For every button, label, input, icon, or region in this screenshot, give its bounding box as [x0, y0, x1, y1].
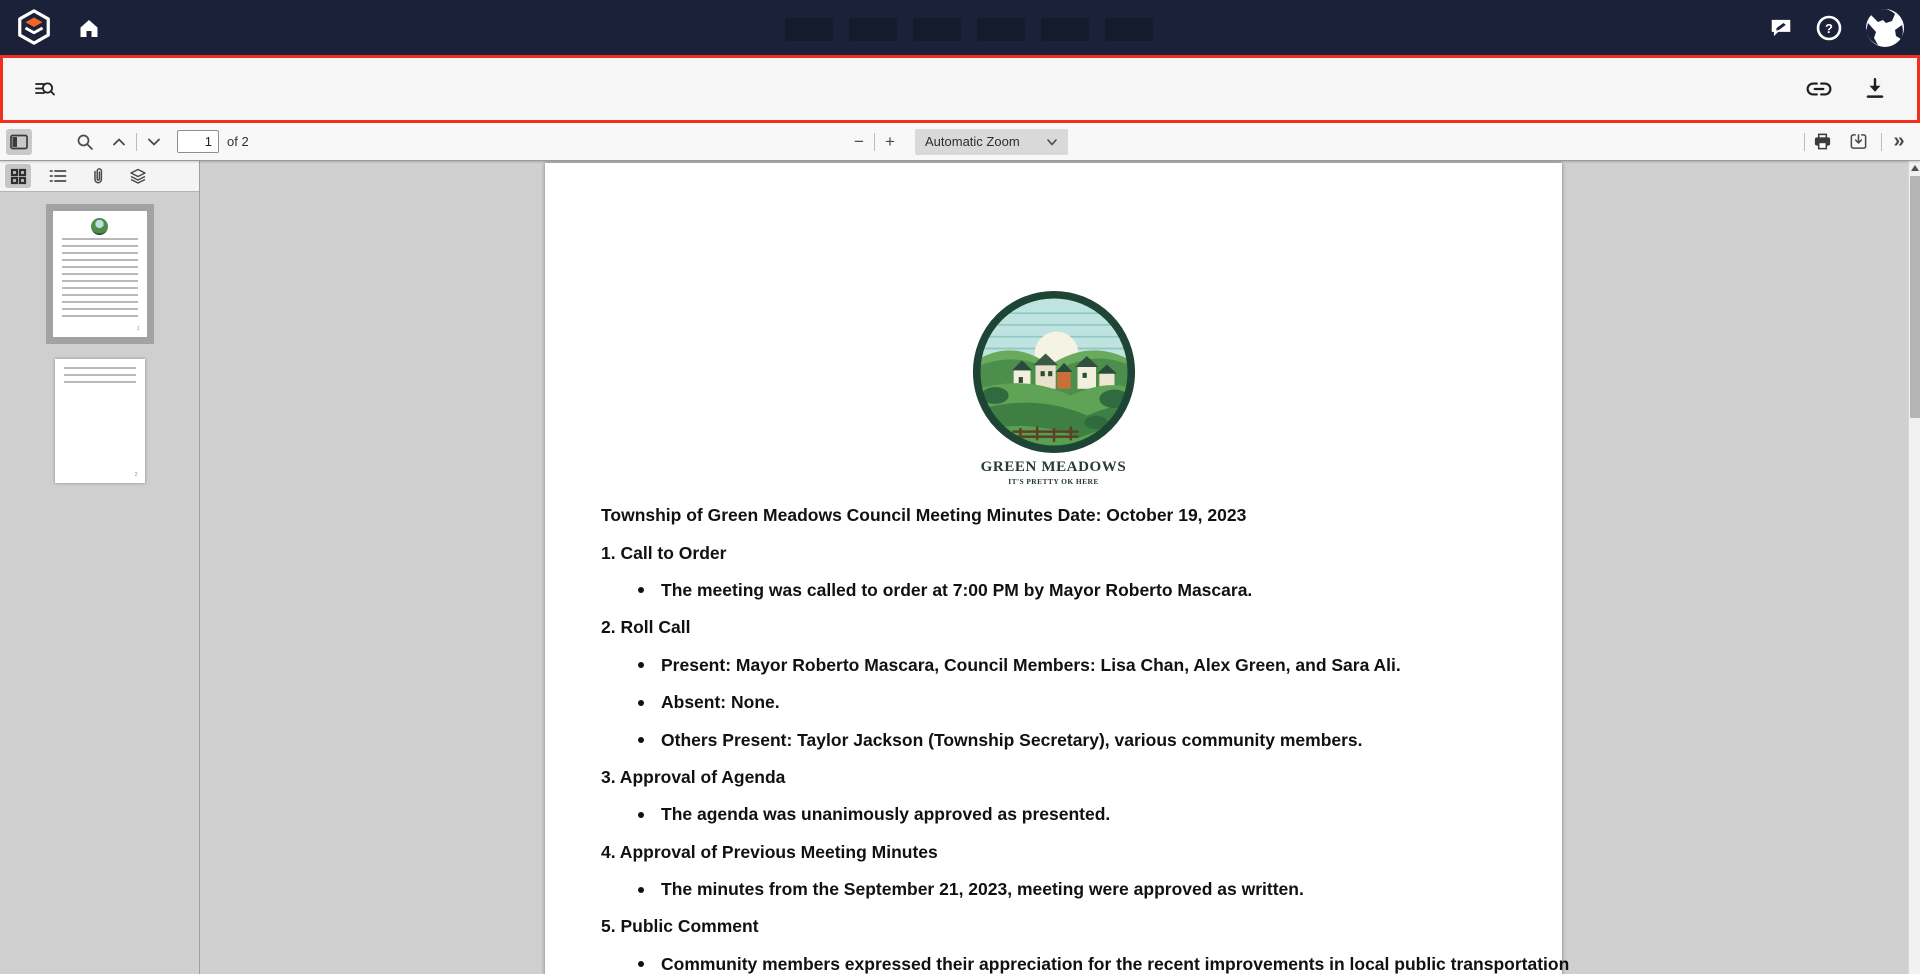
thumbnail-page-2[interactable]	[55, 359, 145, 483]
print-button[interactable]	[1809, 129, 1835, 155]
scrollbar-thumb[interactable]	[1910, 176, 1920, 418]
tab-attachments[interactable]	[85, 164, 111, 188]
bullet-item: Present: Mayor Roberto Mascara, Council Members: Lisa Chan, Alex Green, and Sara Ali.	[601, 647, 1522, 684]
download-icon	[1864, 77, 1886, 101]
section-heading: 1. Call to Order	[601, 542, 727, 563]
chevron-down-icon	[146, 134, 162, 150]
zoom-level-value: Automatic Zoom	[925, 134, 1020, 149]
document-toolbar	[0, 55, 1920, 123]
bullet-item: Absent: None.	[601, 684, 1522, 721]
select-chevron-icon	[1046, 136, 1058, 148]
tab-outline[interactable]	[45, 164, 71, 188]
feedback-button[interactable]	[1768, 15, 1794, 41]
save-button[interactable]	[1845, 129, 1871, 155]
thumbnail-page-1[interactable]	[53, 211, 147, 337]
pdf-page-1	[545, 163, 1570, 974]
outline-list-icon	[49, 168, 67, 184]
document-title: Township of Green Meadows Council Meeting Minutes Date: October 19, 2023	[601, 505, 1247, 526]
page-number-input[interactable]	[177, 130, 219, 153]
page-count-label: of 2	[227, 134, 249, 149]
viewer-scrollbar[interactable]	[1908, 161, 1920, 974]
pdf-viewer-toolbar	[0, 123, 1920, 161]
tab-layers[interactable]	[125, 164, 151, 188]
paperclip-icon	[90, 167, 106, 185]
thumbnail-list	[0, 192, 199, 974]
zoom-out-button[interactable]: −	[854, 131, 864, 151]
bullet-item: The minutes from the September 21, 2023, meeting were approved as written.	[601, 871, 1522, 908]
toggle-sidebar-button[interactable]	[6, 129, 32, 155]
next-page-button[interactable]	[141, 129, 167, 155]
app-logo[interactable]	[14, 7, 54, 47]
chevron-up-icon	[111, 134, 127, 150]
copy-link-button[interactable]	[1805, 75, 1833, 103]
search-list-icon	[33, 77, 57, 101]
section-heading: 3. Approval of Agenda	[601, 766, 786, 787]
nav-placeholder	[1041, 18, 1089, 41]
document-body	[601, 497, 1570, 974]
nav-placeholder	[785, 18, 833, 41]
home-button[interactable]	[76, 15, 102, 41]
nav-placeholder	[849, 18, 897, 41]
pdf-viewer-canvas[interactable]	[201, 161, 1908, 974]
globe-icon	[1864, 7, 1906, 49]
tab-thumbnails[interactable]	[5, 164, 31, 188]
magnifier-icon	[76, 133, 94, 151]
printer-icon	[1813, 132, 1832, 151]
thumbnail-text-lines	[64, 367, 136, 385]
scrollbar-up-arrow[interactable]	[1909, 161, 1920, 175]
layers-icon	[129, 168, 147, 184]
zoom-level-select[interactable]	[915, 129, 1068, 155]
thumbnail-logo	[91, 218, 108, 235]
find-button[interactable]	[72, 129, 98, 155]
nav-placeholder	[913, 18, 961, 41]
nav-placeholder	[1105, 18, 1153, 41]
link-icon	[1806, 76, 1832, 102]
help-icon	[1816, 15, 1842, 41]
bullet-item: The agenda was unanimously approved as presented.	[601, 796, 1522, 833]
thumbnail-page-number: 1	[136, 326, 140, 332]
top-navigation-bar	[0, 0, 1920, 55]
green-meadows-logo-icon	[970, 288, 1138, 456]
previous-page-button[interactable]	[106, 129, 132, 155]
bullet-item: Community members expressed their appreciation for the recent improvements in local public transportation	[601, 946, 1522, 974]
more-tools-button[interactable]: »	[1893, 130, 1905, 152]
save-icon	[1849, 132, 1868, 151]
thumbnail-page-number: 2	[134, 472, 138, 478]
nav-placeholder	[977, 18, 1025, 41]
feedback-icon	[1769, 16, 1793, 40]
search-document-button[interactable]	[31, 75, 59, 103]
logo-tagline: IT'S PRETTY OK HERE	[1008, 477, 1099, 486]
bullet-item: The meeting was called to order at 7:00 PM by Mayor Roberto Mascara.	[601, 572, 1522, 609]
zoom-in-button[interactable]: +	[885, 131, 895, 151]
thumbnails-grid-icon	[10, 168, 27, 185]
section-heading: 4. Approval of Previous Meeting Minutes	[601, 841, 938, 862]
logo-title: GREEN MEADOWS	[980, 459, 1127, 475]
thumbnail-text-lines	[62, 238, 138, 322]
sidebar-tabs	[0, 161, 199, 192]
bullet-item: Others Present: Taylor Jackson (Township Secretary), various community members.	[601, 721, 1522, 758]
download-document-button[interactable]	[1861, 75, 1889, 103]
svg-text:?: ?	[1825, 20, 1833, 36]
pdf-sidebar	[0, 161, 200, 974]
account-globe-button[interactable]	[1864, 7, 1906, 49]
sidebar-toggle-icon	[9, 132, 29, 152]
home-icon	[77, 16, 101, 40]
section-heading: 5. Public Comment	[601, 916, 759, 937]
help-button[interactable]	[1816, 15, 1842, 41]
box-logo-icon	[15, 8, 53, 46]
document-logo	[545, 288, 1562, 486]
section-heading: 2. Roll Call	[601, 617, 691, 638]
